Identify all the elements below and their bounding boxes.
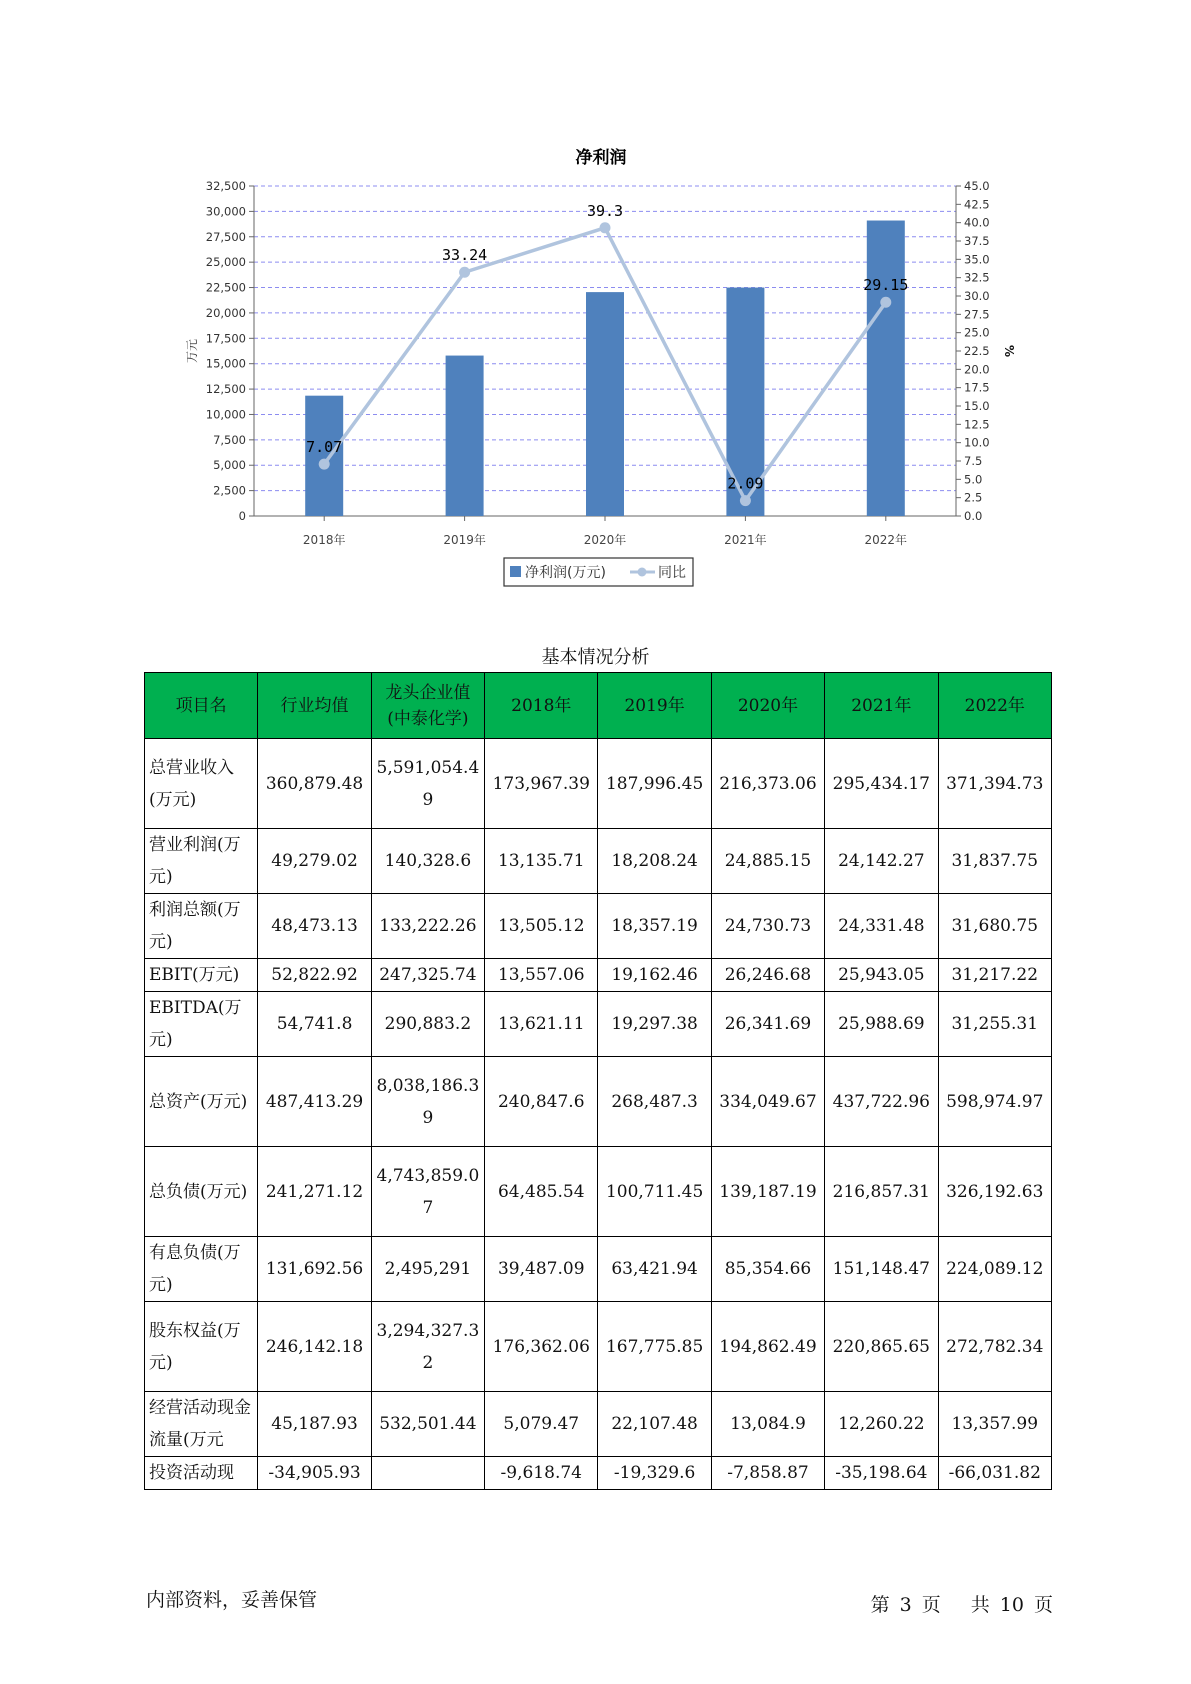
y-tick-label: 17,500 (205, 331, 246, 346)
y2-tick-label: 35.0 (964, 252, 990, 267)
table-cell: 334,049.67 (711, 1057, 824, 1147)
y2-tick-label: 42.5 (964, 197, 990, 212)
table-cell: 487,413.29 (258, 1057, 371, 1147)
table-cell: 437,722.96 (825, 1057, 938, 1147)
y2-tick-label: 22.5 (964, 344, 990, 358)
table-cell: 24,885.15 (711, 829, 824, 894)
y-tick-label: 12,500 (205, 382, 246, 397)
y2-tick-label: 37.5 (964, 234, 990, 248)
table-cell: 295,434.17 (825, 739, 938, 829)
table-cell: 25,988.69 (825, 992, 938, 1057)
table-cell: 151,148.47 (825, 1237, 938, 1302)
y-tick-label: 27,500 (205, 229, 246, 244)
table-cell: -66,031.82 (938, 1457, 1051, 1490)
table-cell: 360,879.48 (258, 739, 371, 829)
x-tick-label: 2021年 (724, 533, 767, 547)
y2-tick-label: 27.5 (964, 307, 990, 322)
table-cell: 246,142.18 (258, 1302, 371, 1392)
legend-line-marker (638, 568, 647, 577)
table-cell: 4,743,859.07 (371, 1147, 484, 1237)
table-cell: -19,329.6 (598, 1457, 711, 1490)
y2-axis-label: % (1002, 344, 1016, 358)
y-tick-label: 22,500 (205, 280, 246, 295)
bar (446, 356, 484, 516)
table-header-row (145, 673, 1052, 739)
header-year-2018: 2018年 (485, 673, 598, 739)
row-label: 总资产(万元) (145, 1057, 258, 1147)
basic-analysis-table (144, 672, 1052, 1490)
table-cell: 176,362.06 (485, 1302, 598, 1392)
yoy-point (600, 222, 611, 233)
table-cell: 13,557.06 (485, 959, 598, 992)
table-cell: 241,271.12 (258, 1147, 371, 1237)
legend-bar-label: 净利润(万元) (525, 565, 606, 581)
y2-tick-label: 5.0 (964, 472, 983, 487)
yoy-data-label: 33.24 (442, 246, 488, 265)
table-cell: 24,142.27 (825, 829, 938, 894)
table-cell: 216,373.06 (711, 739, 824, 829)
yoy-data-label: 7.07 (306, 438, 343, 457)
y-tick-label: 10,000 (205, 407, 246, 422)
table-cell: 31,217.22 (938, 959, 1051, 992)
header-year-2021: 2021年 (825, 673, 938, 739)
table-cell: 13,621.11 (485, 992, 598, 1057)
x-tick-label: 2020年 (583, 533, 627, 547)
chart-canvas (0, 0, 1191, 620)
table-cell: 22,107.48 (598, 1392, 711, 1457)
y-tick-label: 32,500 (205, 179, 246, 193)
header-item-name: 项目名 (145, 673, 258, 739)
y-axis-label: 万元 (185, 338, 199, 364)
table-cell: 326,192.63 (938, 1147, 1051, 1237)
yoy-point (880, 297, 891, 308)
y-tick-label: 20,000 (205, 305, 246, 320)
table-row (145, 959, 1052, 992)
y2-tick-label: 30.0 (964, 289, 990, 303)
table-cell: 220,865.65 (825, 1302, 938, 1392)
table-cell: 167,775.85 (598, 1302, 711, 1392)
table-cell: 133,222.26 (371, 894, 484, 959)
row-label: 有息负债(万元) (145, 1237, 258, 1302)
yoy-point (319, 459, 330, 470)
page-suffix: 页 (1033, 1594, 1053, 1616)
table-cell: 8,038,186.39 (371, 1057, 484, 1147)
table-cell: 598,974.97 (938, 1057, 1051, 1147)
legend-line-label: 同比 (658, 565, 686, 581)
table-cell: 54,741.8 (258, 992, 371, 1057)
table-cell: -35,198.64 (825, 1457, 938, 1490)
table-cell: 31,255.31 (938, 992, 1051, 1057)
y2-tick-label: 0.0 (964, 509, 983, 523)
y2-tick-label: 45.0 (964, 179, 990, 193)
table-cell: 26,246.68 (711, 959, 824, 992)
y2-tick-label: 32.5 (964, 270, 990, 285)
yoy-data-label: 39.3 (586, 201, 624, 220)
table-cell: 131,692.56 (258, 1237, 371, 1302)
footer-confidential-note: 内部资料，妥善保管 (146, 1589, 318, 1611)
table-cell: 31,680.75 (938, 894, 1051, 959)
table-cell: 64,485.54 (485, 1147, 598, 1237)
x-tick-label: 2018年 (302, 533, 346, 547)
table-cell: 39,487.09 (485, 1237, 598, 1302)
x-tick-label: 2022年 (864, 533, 908, 547)
table-cell: 268,487.3 (598, 1057, 711, 1147)
yoy-data-label: 29.15 (863, 276, 909, 295)
page-prefix: 第 (870, 1594, 890, 1616)
table-cell: 139,187.19 (711, 1147, 824, 1237)
page-mid: 页 (921, 1594, 941, 1616)
y2-tick-label: 17.5 (964, 380, 990, 395)
header-year-2020: 2020年 (711, 673, 824, 739)
table-cell: 45,187.93 (258, 1392, 371, 1457)
table-row (145, 1302, 1052, 1392)
header-year-2022: 2022年 (938, 673, 1051, 739)
y-tick-label: 2,500 (213, 483, 246, 498)
table-cell: 18,208.24 (598, 829, 711, 894)
table-cell: 12,260.22 (825, 1392, 938, 1457)
table-cell: 371,394.73 (938, 739, 1051, 829)
net-profit-chart (0, 0, 1191, 620)
row-label: 股东权益(万元) (145, 1302, 258, 1392)
row-label: 经营活动现金流量(万元 (145, 1392, 258, 1457)
table-cell: 173,967.39 (485, 739, 598, 829)
table-row (145, 739, 1052, 829)
header-industry-avg: 行业均值 (258, 673, 371, 739)
x-tick-label: 2019年 (443, 533, 486, 547)
table-row (145, 1392, 1052, 1457)
table-cell: 194,862.49 (711, 1302, 824, 1392)
y-tick-label: 5,000 (213, 458, 246, 473)
y-tick-label: 30,000 (205, 204, 246, 219)
y-tick-label: 15,000 (205, 356, 246, 371)
row-label: EBIT(万元) (145, 959, 258, 992)
table-cell: 85,354.66 (711, 1237, 824, 1302)
page-current: 3 (899, 1594, 912, 1616)
y2-tick-label: 10.0 (964, 435, 990, 450)
table-row (145, 829, 1052, 894)
y2-tick-label: 25.0 (964, 325, 990, 340)
table-row (145, 992, 1052, 1057)
bar (586, 292, 624, 516)
table-cell: 13,135.71 (485, 829, 598, 894)
y-tick-label: 25,000 (205, 255, 246, 270)
table-title: 基本情况分析 (541, 647, 650, 668)
row-label: 营业利润(万元) (145, 829, 258, 894)
table-cell: 240,847.6 (485, 1057, 598, 1147)
table-cell: 63,421.94 (598, 1237, 711, 1302)
page-total-prefix: 共 (970, 1594, 990, 1616)
table-cell: 49,279.02 (258, 829, 371, 894)
y2-tick-label: 7.5 (964, 454, 983, 468)
header-leader-value: 龙头企业值 (中泰化学) (371, 673, 484, 739)
table-cell: 5,591,054.49 (371, 739, 484, 829)
table-cell (371, 1457, 484, 1490)
y2-tick-label: 12.5 (964, 417, 990, 432)
table-cell: 13,357.99 (938, 1392, 1051, 1457)
header-year-2019: 2019年 (598, 673, 711, 739)
table-cell: 247,325.74 (371, 959, 484, 992)
row-label: 利润总额(万元) (145, 894, 258, 959)
chart-title: 净利润 (575, 148, 627, 168)
table-cell: 140,328.6 (371, 829, 484, 894)
table-cell: 25,943.05 (825, 959, 938, 992)
table-cell: 216,857.31 (825, 1147, 938, 1237)
table-row (145, 1237, 1052, 1302)
table-cell: 19,297.38 (598, 992, 711, 1057)
table-cell: 19,162.46 (598, 959, 711, 992)
y2-tick-label: 40.0 (964, 215, 990, 230)
table-cell: 224,089.12 (938, 1237, 1051, 1302)
y-tick-label: 0 (238, 509, 246, 523)
yoy-point (459, 267, 470, 278)
table-cell: 290,883.2 (371, 992, 484, 1057)
table-cell: 24,730.73 (711, 894, 824, 959)
page-total: 10 (999, 1594, 1024, 1616)
table-cell: -9,618.74 (485, 1457, 598, 1490)
y-tick-label: 7,500 (213, 432, 246, 447)
footer-page-number (871, 1590, 1053, 1617)
table-cell: 31,837.75 (938, 829, 1051, 894)
table-cell: 13,505.12 (485, 894, 598, 959)
yoy-data-label: 2.09 (727, 474, 764, 493)
table-cell: 13,084.9 (711, 1392, 824, 1457)
y2-tick-label: 20.0 (964, 362, 990, 377)
table-cell: 52,822.92 (258, 959, 371, 992)
table-cell: 2,495,291 (371, 1237, 484, 1302)
table-row (145, 1457, 1052, 1490)
table-cell: 48,473.13 (258, 894, 371, 959)
table-row (145, 1147, 1052, 1237)
row-label: 总营业收入(万元) (145, 739, 258, 829)
y2-tick-label: 15.0 (964, 399, 990, 413)
row-label: EBITDA(万元) (145, 992, 258, 1057)
yoy-point (740, 495, 751, 506)
table-cell: 272,782.34 (938, 1302, 1051, 1392)
table-cell: -7,858.87 (711, 1457, 824, 1490)
table-cell: 3,294,327.32 (371, 1302, 484, 1392)
table-cell: 187,996.45 (598, 739, 711, 829)
table-cell: 26,341.69 (711, 992, 824, 1057)
table-cell: 24,331.48 (825, 894, 938, 959)
table-cell: -34,905.93 (258, 1457, 371, 1490)
table-cell: 5,079.47 (485, 1392, 598, 1457)
row-label: 总负债(万元) (145, 1147, 258, 1237)
y2-tick-label: 2.5 (964, 490, 983, 505)
row-label: 投资活动现 (145, 1457, 258, 1490)
table-row (145, 1057, 1052, 1147)
legend-bar-swatch (510, 566, 521, 577)
table-row (145, 894, 1052, 959)
table-cell: 100,711.45 (598, 1147, 711, 1237)
bar (867, 221, 905, 516)
table-cell: 18,357.19 (598, 894, 711, 959)
table-cell: 532,501.44 (371, 1392, 484, 1457)
